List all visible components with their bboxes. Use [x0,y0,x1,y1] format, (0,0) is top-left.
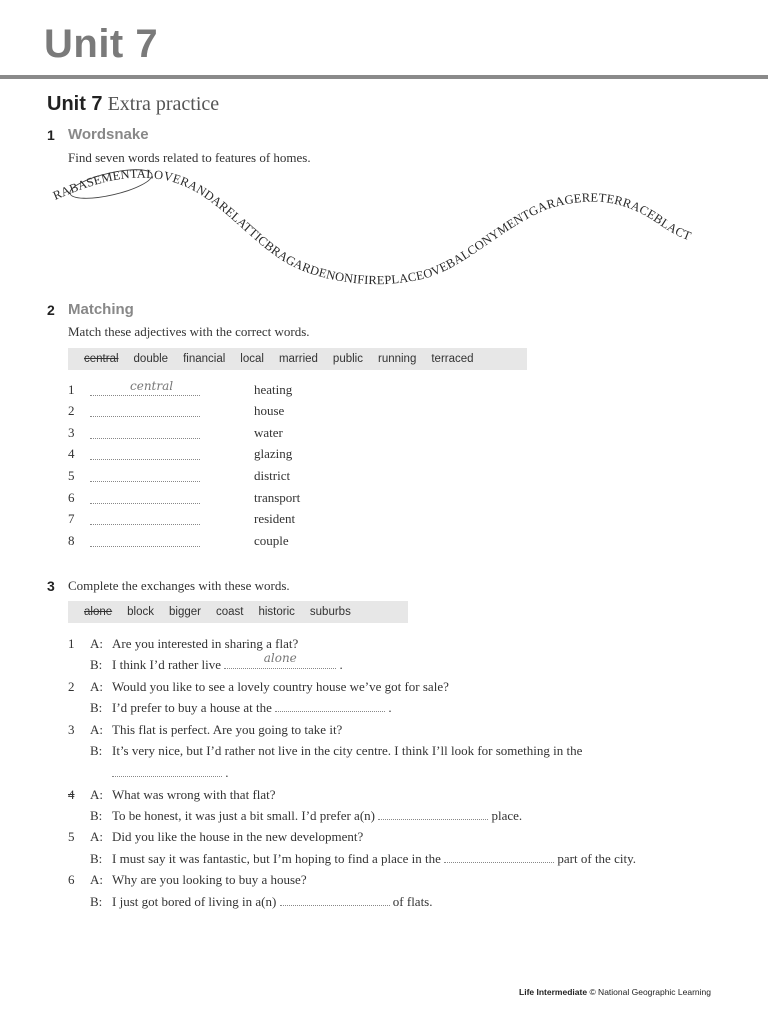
answer-prefix: To be honest, it was just a bit small. I’d prefer a(n) [112,808,375,823]
speaker-a: A: [90,787,103,802]
page-title [47,93,219,116]
section-2-number: 2 [47,302,55,318]
answer-prefix: I think I’d rather live [112,657,222,672]
matching-item [68,403,368,421]
speaker-b: B: [90,743,103,758]
word-suburbs: suburbs [309,606,351,618]
answer-blank[interactable] [378,808,488,820]
answer-blank[interactable] [90,438,200,439]
word-coast: coast [215,606,244,618]
question-text: This flat is perfect. Are you going to take it? [112,722,343,737]
item-number: 6 [68,490,75,505]
exchange-number: 4 [68,787,75,802]
word-public: public [332,353,363,365]
word-financial: financial [183,353,226,365]
unit-header: Unit 7 [44,22,159,66]
answer-blank[interactable] [90,459,200,460]
answer-blank[interactable] [90,546,200,547]
question-text: Are you interested in sharing a flat? [112,636,299,651]
footer-book-title: Life Intermediate [519,987,588,997]
adjective-word-box [68,348,527,370]
answer-prefix: It’s very nice, but I’d rather not live in the city centre. I think I’ll look for something in the [112,743,583,758]
speaker-b: B: [90,851,103,866]
item-noun: glazing [254,446,293,461]
section-2-instruction: Match these adjectives with the correct words. [68,324,310,339]
answer-blank[interactable] [224,651,336,669]
matching-item [68,425,368,443]
item-noun: heating [254,382,293,397]
section-3-instruction: Complete the exchanges with these words. [68,578,290,593]
question-text: Did you like the house in the new development? [112,829,364,844]
speaker-b: B: [90,700,103,715]
matching-item [68,511,368,529]
word-historic: historic [258,606,295,618]
exchange-number: 2 [68,679,75,694]
matching-item [68,533,368,551]
answer-sentence [112,765,229,781]
answer-blank[interactable] [90,503,200,504]
exchange-number: 5 [68,829,75,844]
item-number: 3 [68,425,75,440]
answer-sentence [112,651,343,673]
section-1-instruction: Find seven words related to features of homes. [68,150,311,165]
speaker-a: A: [90,722,103,737]
wordsnake [0,165,768,295]
speaker-a: A: [90,829,103,844]
answer-suffix: part of the city. [557,851,636,866]
speaker-b: B: [90,808,103,823]
speaker-a: A: [90,636,103,651]
word-married: married [278,353,318,365]
word-terraced: terraced [431,353,474,365]
answer-suffix: . [339,657,343,672]
title-unit: Unit 7 [47,93,103,115]
answer-suffix: of flats. [392,894,433,909]
item-number: 1 [68,382,75,397]
word-running: running [377,353,417,365]
speaker-b: B: [90,894,103,909]
answer-suffix: place. [491,808,523,823]
answer-prefix: I just got bored of living in a(n) [112,894,277,909]
answer-blank[interactable] [444,851,554,863]
item-number: 5 [68,468,75,483]
section-2-title: Matching [68,301,134,318]
answer-sentence [112,894,433,910]
word-double: double [133,353,169,365]
answer-blank[interactable] [275,700,385,712]
answer-blank[interactable] [90,416,200,417]
item-noun: couple [254,533,289,548]
answer-blank[interactable] [90,395,200,396]
header-rule [0,75,768,79]
answer-suffix: . [225,765,229,780]
matching-item [68,446,368,464]
answer-sentence [112,851,636,867]
section-3-number: 3 [47,578,55,594]
answer-blank[interactable] [280,894,390,906]
answer-blank[interactable] [90,524,200,525]
section-1-number: 1 [47,127,55,143]
matching-item [68,490,368,508]
question-text: Why are you looking to buy a house? [112,872,307,887]
item-noun: water [254,425,283,440]
answer-prefix: I must say it was fantastic, but I’m hoping to find a place in the [112,851,441,866]
matching-item [68,468,368,486]
exchange-number: 3 [68,722,75,737]
item-noun: transport [254,490,301,505]
wordsnake-letters [51,167,693,288]
answer-text: central [130,379,174,393]
item-number: 8 [68,533,75,548]
speaker-a: A: [90,872,103,887]
speaker-a: A: [90,679,103,694]
title-subtitle: Extra practice [107,93,220,115]
word-alone: alone [84,606,113,618]
speaker-b: B: [90,657,103,672]
item-number: 4 [68,446,75,461]
answer-text: alone [263,651,297,665]
answer-sentence [112,700,392,716]
item-noun: district [254,468,291,483]
answer-prefix: I’d prefer to buy a house at the [112,700,272,715]
question-text: What was wrong with that flat? [112,787,276,802]
item-number: 2 [68,403,75,418]
section-1-title: Wordsnake [68,126,149,143]
answer-blank[interactable] [90,481,200,482]
word-central: central [84,353,119,365]
word-block: block [127,606,154,618]
item-noun: resident [254,511,296,526]
word-local: local [240,353,264,365]
matching-item [68,379,368,400]
wordsnake-text: RABASEMENTALOVERANDARELATTICBRAGARDENONIFIREPLACEOVEBALCONYMENTGARAGERETERRACEBLACT [50,166,694,288]
footer [519,987,711,997]
word-bigger: bigger [169,606,201,618]
answer-blank[interactable] [112,765,222,777]
footer-copyright: © National Geographic Learning [589,987,711,997]
question-text: Would you like to see a lovely country house we’ve got for sale? [112,679,449,694]
item-noun: house [254,403,285,418]
exchange-number: 6 [68,872,75,887]
answer-suffix: . [388,700,392,715]
exchange-number: 1 [68,636,75,651]
answer-sentence [112,808,522,824]
item-number: 7 [68,511,75,526]
exchange-word-box [68,601,408,623]
